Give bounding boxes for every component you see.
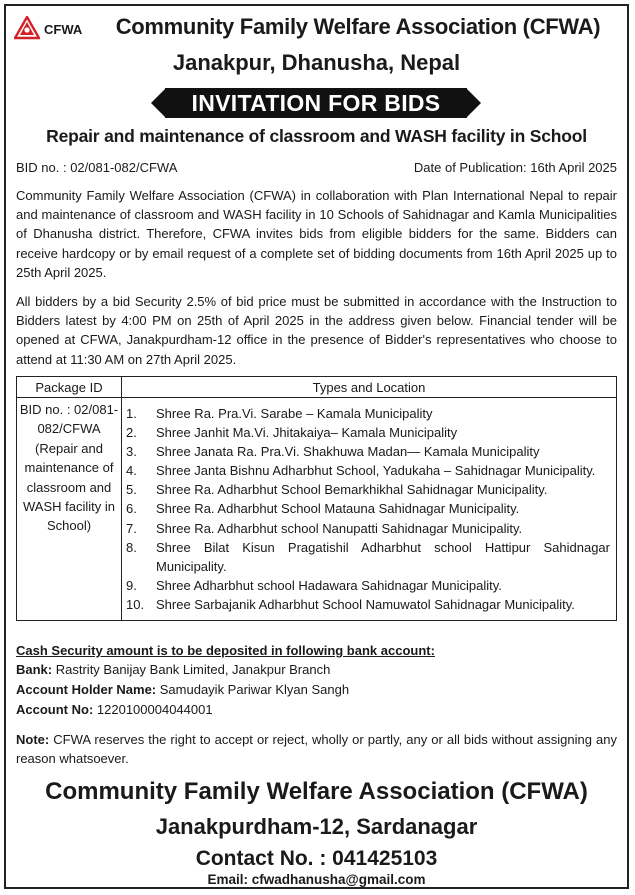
- intro-paragraph: Community Family Welfare Association (CFWA) in collaboration with Plan International Nepal to repair and maintenance of classroom and WASH facility in 10 Schools of Sahidnagar and Kamla Municipalities of Dhanusha district. Therefore, CFWA invites bids from eligible bidders for the same. Bidders can receive hardcopy or by email request of a complete set of bidding documents from 16th April 2025 up to 25th April 2025.: [16, 188, 617, 280]
- list-item-number: 3.: [126, 444, 137, 460]
- advertisement-page: [4, 4, 629, 889]
- list-item-text: Shree Ra. Adharbhut school Nanupatti Sahidnagar Municipality.: [156, 520, 523, 536]
- list-item-number: 2.: [126, 425, 137, 441]
- bank-line: [16, 662, 330, 677]
- email-label: Email:: [207, 872, 249, 887]
- table-row: [17, 398, 617, 621]
- bid-subject: Repair and maintenance of classroom and WASH facility in School: [46, 126, 587, 146]
- list-item-text: Shree Bilat Kisun Pragatishil Adharbhut school Hattipur Sahidnagar Municipality.: [156, 539, 610, 574]
- header-package-id: Package ID: [17, 377, 122, 398]
- list-item-text: Shree Ra. Pra.Vi. Sarabe – Kamala Municipality: [156, 406, 433, 421]
- footer-address: Janakpurdham-12, Sardanagar: [155, 814, 478, 839]
- logo-text: CFWA: [44, 22, 83, 37]
- note-text: CFWA reserves the right to accept or reject, wholly or partly, any or all bids without assigning any reason whatsoever.: [16, 732, 617, 766]
- account-number-label: Account No:: [16, 702, 94, 717]
- list-item: [126, 404, 610, 423]
- note-label: Note:: [16, 732, 50, 747]
- list-item-number: 7.: [126, 520, 137, 536]
- list-item: [126, 480, 610, 499]
- list-item-text: Shree Janhit Ma.Vi. Jhitakaiya– Kamala Municipality: [156, 425, 458, 441]
- list-item-text: Shree Janata Ra. Pra.Vi. Shakhuwa Madan— Kamala Municipality: [156, 444, 540, 460]
- list-item-number: 1.: [126, 406, 137, 421]
- list-item-number: 5.: [126, 482, 137, 498]
- table-header-row: [17, 377, 617, 398]
- note-paragraph: [16, 730, 617, 768]
- list-item-text: Shree Sarbajanik Adharbhut School Namuwatol Sahidnagar Municipality.: [156, 596, 575, 612]
- list-item: [126, 519, 610, 538]
- banner-text: INVITATION FOR BIDS: [165, 88, 467, 118]
- list-item-number: 9.: [126, 577, 137, 593]
- header-types-location: Types and Location: [122, 377, 617, 398]
- list-item: [126, 442, 610, 461]
- list-item: [126, 576, 610, 595]
- list-item: [126, 461, 610, 480]
- account-holder-label: Account Holder Name:: [16, 682, 157, 697]
- bank-value: Rastrity Banijay Bank Limited, Janakpur Branch: [55, 662, 331, 677]
- security-paragraph: All bidders by a bid Security 2.5% of bid price must be submitted in accordance with the Instruction to Bidders latest by 4:00 PM on 25th of April 2025 in the address given below. Financial tender will be opened at CFWA, Janakpurdham-12 office in the presence of Bidder's representatives who choose to attend at 11:30 AM on 27th April 2025.: [16, 294, 617, 367]
- list-item-number: 6.: [126, 501, 137, 517]
- list-item-text: Shree Ra. Adharbhut School Matauna Sahidnagar Municipality.: [156, 501, 520, 517]
- list-item-number: 4.: [126, 463, 137, 479]
- footer-org-name: Community Family Welfare Association (CFWA): [45, 778, 588, 805]
- package-id-cell: BID no. : 02/081-082/CFWA (Repair and maintenance of classroom and WASH facility in School): [17, 398, 122, 621]
- list-item-number: 10.: [126, 596, 145, 612]
- account-number-line: [16, 702, 213, 717]
- account-number-value: 1220100004044001: [96, 702, 213, 717]
- email-link[interactable]: cfwadhanusha@gmail.com: [251, 872, 426, 887]
- list-item-text: Shree Janta Bishnu Adharbhut School, Yadukaha – Sahidnagar Municipality.: [156, 463, 596, 479]
- bid-number: BID no. : 02/081-082/CFWA: [16, 160, 178, 175]
- list-item: [126, 538, 610, 576]
- invitation-banner: [151, 88, 481, 118]
- list-item-text: Shree Adharbhut school Hadawara Sahidnagar Municipality.: [156, 577, 502, 593]
- list-item: [126, 423, 610, 442]
- locations-cell: [122, 398, 617, 621]
- account-holder-line: [16, 682, 349, 697]
- list-item: [126, 499, 610, 518]
- org-title: Community Family Welfare Association (CFWA): [115, 14, 601, 39]
- bank-label: Bank:: [16, 662, 53, 677]
- cfwa-logo: [14, 16, 94, 46]
- cfwa-star-logo-icon: [14, 16, 40, 42]
- footer-email-line: [6, 872, 627, 887]
- list-item-text: Shree Ra. Adharbhut School Bemarkhikhal Sahidnagar Municipality.: [156, 482, 548, 498]
- publication-date: Date of Publication: 16th April 2025: [413, 160, 617, 175]
- list-item: [126, 595, 610, 614]
- account-holder-value: Samudayik Pariwar Klyan Sangh: [159, 682, 350, 697]
- org-location: Janakpur, Dhanusha, Nepal: [172, 50, 461, 75]
- cash-security-heading: Cash Security amount is to be deposited in following bank account:: [16, 643, 435, 658]
- list-item-number: 8.: [126, 539, 137, 555]
- location-list: [126, 404, 610, 614]
- package-table: [16, 376, 617, 621]
- footer-contact: Contact No. : 041425103: [195, 847, 438, 870]
